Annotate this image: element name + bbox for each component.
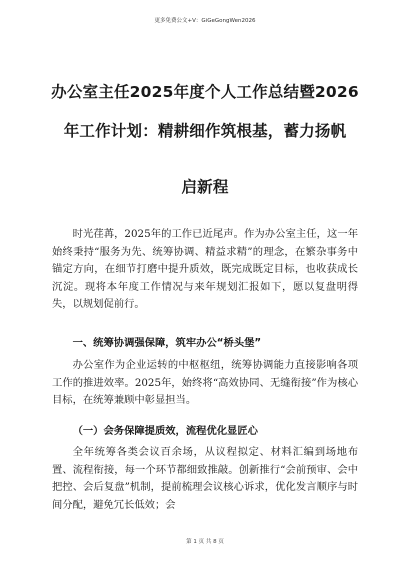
document-title-line-2: 年工作计划：精耕细作筑根基，蓄力扬帆 [63, 122, 347, 140]
subsection-1-heading: （一）会务保障提质效，流程优化显匠心 [72, 425, 258, 437]
document-title-line-1: 办公室主任2025年度个人工作总结暨2026 [51, 83, 359, 101]
page-footer: 第 1 页 共 8 页 [186, 539, 224, 545]
section-1-paragraph: 办公室作为企业运转的中枢枢纽，统筹协调能力直接影响各项工作的推进效率。2025年，始终将“高效协同、无缝衔接”作为核心目标，在统筹兼顾中彰显担当。 [52, 359, 358, 407]
document-title-line-3: 启新程 [181, 178, 229, 196]
subsection-1-paragraph: 全年统筹各类会议百余场，从议程拟定、材料汇编到场地布置、流程衔接，每一个环节都细致推敲。创新推行“会前预审、会中把控、会后复盘”机制，提前梳理会议核心诉求，优化发言顺序与时间分配，避免冗长低效；会 [52, 446, 358, 511]
page-header: 更多免费公文+V：GiGeGongWen2026 [154, 18, 256, 24]
intro-paragraph: 时光荏苒，2025年的工作已近尾声。作为办公室主任，这一年始终秉持“服务为先、统筹协调、精益求精”的理念，在繁杂事务中锚定方向，在细节打磨中提升质效，既完成既定目标，也收获成长沉淀。现将本年度工作情况与来年规划汇报如下，愿以复盘明得失，以规划促前行。 [52, 228, 358, 311]
section-1-heading: 一、统筹协调强保障，筑牢办公“桥头堡” [72, 337, 262, 349]
